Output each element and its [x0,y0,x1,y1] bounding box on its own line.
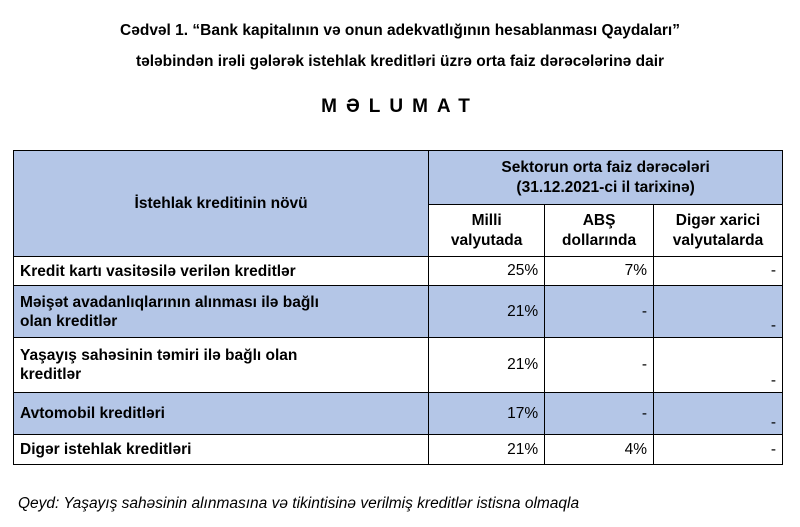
cell-national: 21% [429,338,545,393]
cell-other: - [654,257,783,286]
row-label: Yaşayış sahəsinin təmiri ilə bağlı olan kreditlər [14,338,429,393]
table-row [14,393,783,435]
cell-other: - [654,286,783,338]
cell-usd: 7% [545,257,654,286]
table-row [14,286,783,338]
cell-other: - [654,338,783,393]
cell-other: - [654,435,783,465]
document-title-line1: Cədvəl 1. “Bank kapitalının və onun adekvatlığının hesablanması Qaydaları” [120,22,680,39]
cell-usd: - [545,338,654,393]
header-sector-rates: Sektorun orta faiz dərəcələri (31.12.2021-ci il tarixinə) [429,151,783,205]
footnote: Qeyd: Yaşayış sahəsinin alınmasına və tikintisinə verilmiş kreditlər istisna olmaqla [18,495,580,512]
row-label: Məişət avadanlıqlarının alınması ilə bağlı olan kreditlər [14,286,429,338]
cell-usd: - [545,286,654,338]
header-usd: ABŞ dollarında [545,205,654,257]
header-national-currency: Milli valyutada [429,205,545,257]
document-title-line2: tələbindən irəli gələrək istehlak kreditləri üzrə orta faiz dərəcələrinə dair [135,53,665,70]
header-credit-type: İstehlak kreditinin növü [14,151,429,257]
row-label: Avtomobil kreditləri [14,393,429,435]
cell-national: 21% [429,286,545,338]
cell-national: 17% [429,393,545,435]
cell-usd: - [545,393,654,435]
row-label: Kredit kartı vasitəsilə verilən kreditlər [14,257,429,286]
table-row [14,257,783,286]
header-other-currencies: Digər xarici valyutalarda [654,205,783,257]
document-heading: MƏLUMAT [321,96,479,117]
cell-usd: 4% [545,435,654,465]
table-row [14,435,783,465]
table-row [14,338,783,393]
cell-national: 25% [429,257,545,286]
interest-rate-table [13,150,783,465]
row-label: Digər istehlak kreditləri [14,435,429,465]
cell-national: 21% [429,435,545,465]
cell-other: - [654,393,783,435]
